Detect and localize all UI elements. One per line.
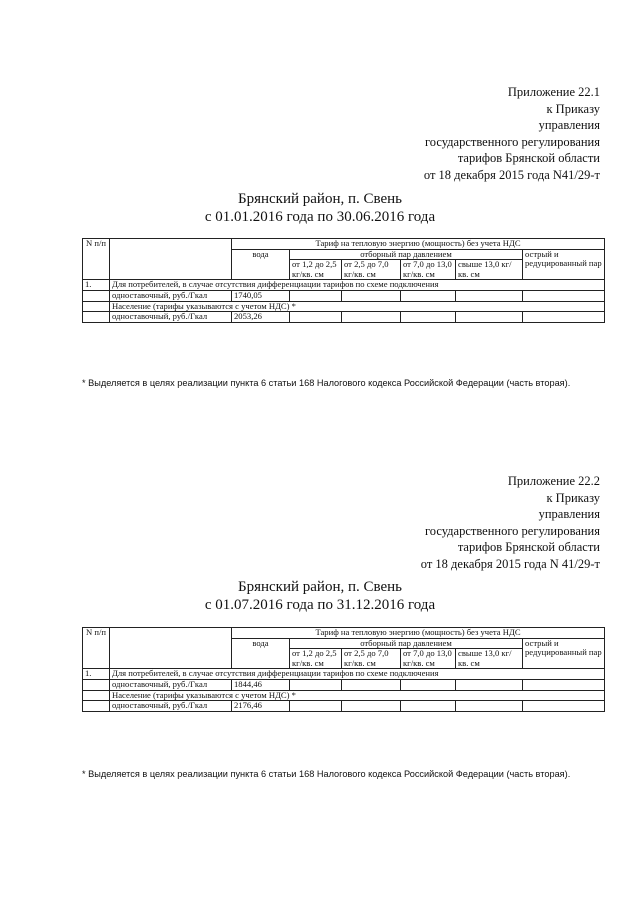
rate-value: 2053,26 bbox=[232, 312, 290, 323]
tariff-table-1 bbox=[82, 238, 605, 323]
sharp-steam-header: острый и редуцированный пар bbox=[523, 638, 605, 669]
empty-cell bbox=[523, 701, 605, 712]
title-line: Брянский район, п. Свень bbox=[237, 191, 403, 207]
empty-cell bbox=[342, 679, 401, 690]
section-title-2 bbox=[0, 578, 640, 614]
tariff-table-2 bbox=[82, 627, 605, 712]
footnote-2: * Выделяется в целях реализации пункта 6 статьи 168 Налогового кодекса Российской Федерации (часть вторая). bbox=[82, 769, 571, 779]
empty-cell bbox=[83, 301, 110, 312]
empty-header bbox=[110, 628, 232, 669]
steam-range-3: от 7,0 до 13,0 кг/кв. см bbox=[401, 260, 456, 280]
empty-cell bbox=[290, 312, 342, 323]
approval-line: Приложение 22.2 bbox=[507, 474, 600, 488]
empty-cell bbox=[523, 290, 605, 301]
rate-value: 1844,46 bbox=[232, 679, 290, 690]
water-header: вода bbox=[232, 638, 290, 669]
steam-range-4: свыше 13,0 кг/кв. см bbox=[456, 260, 523, 280]
empty-cell bbox=[523, 679, 605, 690]
empty-cell bbox=[456, 312, 523, 323]
steam-range-4: свыше 13,0 кг/кв. см bbox=[456, 649, 523, 669]
steam-range-2: от 2,5 до 7,0 кг/кв. см bbox=[342, 649, 401, 669]
steam-group-header: отборный пар давлением bbox=[290, 249, 523, 260]
steam-group-header: отборный пар давлением bbox=[290, 638, 523, 649]
empty-cell bbox=[83, 290, 110, 301]
rate-label: одноставочный, руб./Гкал bbox=[110, 679, 232, 690]
rate-value: 1740,05 bbox=[232, 290, 290, 301]
approval-line: государственного регулирования bbox=[424, 523, 600, 538]
empty-cell bbox=[456, 701, 523, 712]
consumers-row: Для потребителей, в случае отсутствия дифференциации тарифов по схеме подключения bbox=[110, 280, 605, 291]
water-header: вода bbox=[232, 249, 290, 280]
section-title-1 bbox=[0, 190, 640, 226]
col-number-header: N п/п bbox=[83, 239, 110, 280]
approval-block-2 bbox=[421, 473, 600, 572]
approval-line: от 18 декабря 2015 года N41/29-т bbox=[423, 167, 600, 182]
empty-cell bbox=[456, 679, 523, 690]
approval-line: управления bbox=[538, 507, 600, 521]
approval-line: тарифов Брянской области bbox=[457, 540, 600, 554]
steam-range-1: от 1,2 до 2,5 кг/кв. см bbox=[290, 260, 342, 280]
empty-cell bbox=[401, 290, 456, 301]
empty-cell bbox=[290, 679, 342, 690]
tariff-header: Тариф на тепловую энергию (мощность) без учета НДС bbox=[232, 628, 605, 639]
empty-cell bbox=[83, 679, 110, 690]
empty-cell bbox=[83, 690, 110, 701]
population-row: Население (тарифы указываются с учетом НДС) * bbox=[110, 301, 605, 312]
approval-line: к Приказу bbox=[546, 490, 600, 505]
empty-cell bbox=[290, 701, 342, 712]
empty-cell bbox=[456, 290, 523, 301]
empty-header bbox=[110, 239, 232, 280]
steam-range-1: от 1,2 до 2,5 кг/кв. см bbox=[290, 649, 342, 669]
sharp-steam-header: острый и редуцированный пар bbox=[523, 249, 605, 280]
approval-line: управления bbox=[538, 118, 600, 132]
empty-cell bbox=[342, 701, 401, 712]
empty-cell bbox=[342, 290, 401, 301]
row-number: 1. bbox=[83, 280, 110, 291]
row-number: 1. bbox=[83, 669, 110, 680]
title-line: с 01.07.2016 года по 31.12.2016 года bbox=[204, 597, 436, 613]
approval-block-1 bbox=[424, 84, 600, 183]
rate-label: одноставочный, руб./Гкал bbox=[110, 290, 232, 301]
title-line: Брянский район, п. Свень bbox=[237, 579, 403, 595]
tariff-header: Тариф на тепловую энергию (мощность) без учета НДС bbox=[232, 239, 605, 250]
approval-line: тарифов Брянской области bbox=[457, 151, 600, 165]
empty-cell bbox=[342, 312, 401, 323]
approval-line: государственного регулирования bbox=[424, 134, 600, 149]
rate-label: одноставочный, руб./Гкал bbox=[110, 312, 232, 323]
empty-cell bbox=[401, 679, 456, 690]
empty-cell bbox=[83, 701, 110, 712]
empty-cell bbox=[523, 312, 605, 323]
approval-line: Приложение 22.1 bbox=[507, 85, 600, 99]
title-line: с 01.01.2016 года по 30.06.2016 года bbox=[204, 209, 436, 225]
consumers-row: Для потребителей, в случае отсутствия дифференциации тарифов по схеме подключения bbox=[110, 669, 605, 680]
empty-cell bbox=[401, 312, 456, 323]
approval-line: к Приказу bbox=[546, 101, 600, 116]
rate-label: одноставочный, руб./Гкал bbox=[110, 701, 232, 712]
population-row: Население (тарифы указываются с учетом НДС) * bbox=[110, 690, 605, 701]
empty-cell bbox=[401, 701, 456, 712]
col-number-header: N п/п bbox=[83, 628, 110, 669]
steam-range-2: от 2,5 до 7,0 кг/кв. см bbox=[342, 260, 401, 280]
empty-cell bbox=[290, 290, 342, 301]
approval-line: от 18 декабря 2015 года N 41/29-т bbox=[420, 556, 600, 571]
empty-cell bbox=[83, 312, 110, 323]
footnote-1: * Выделяется в целях реализации пункта 6 статьи 168 Налогового кодекса Российской Федерации (часть вторая). bbox=[82, 378, 571, 388]
steam-range-3: от 7,0 до 13,0 кг/кв. см bbox=[401, 649, 456, 669]
rate-value: 2176,46 bbox=[232, 701, 290, 712]
